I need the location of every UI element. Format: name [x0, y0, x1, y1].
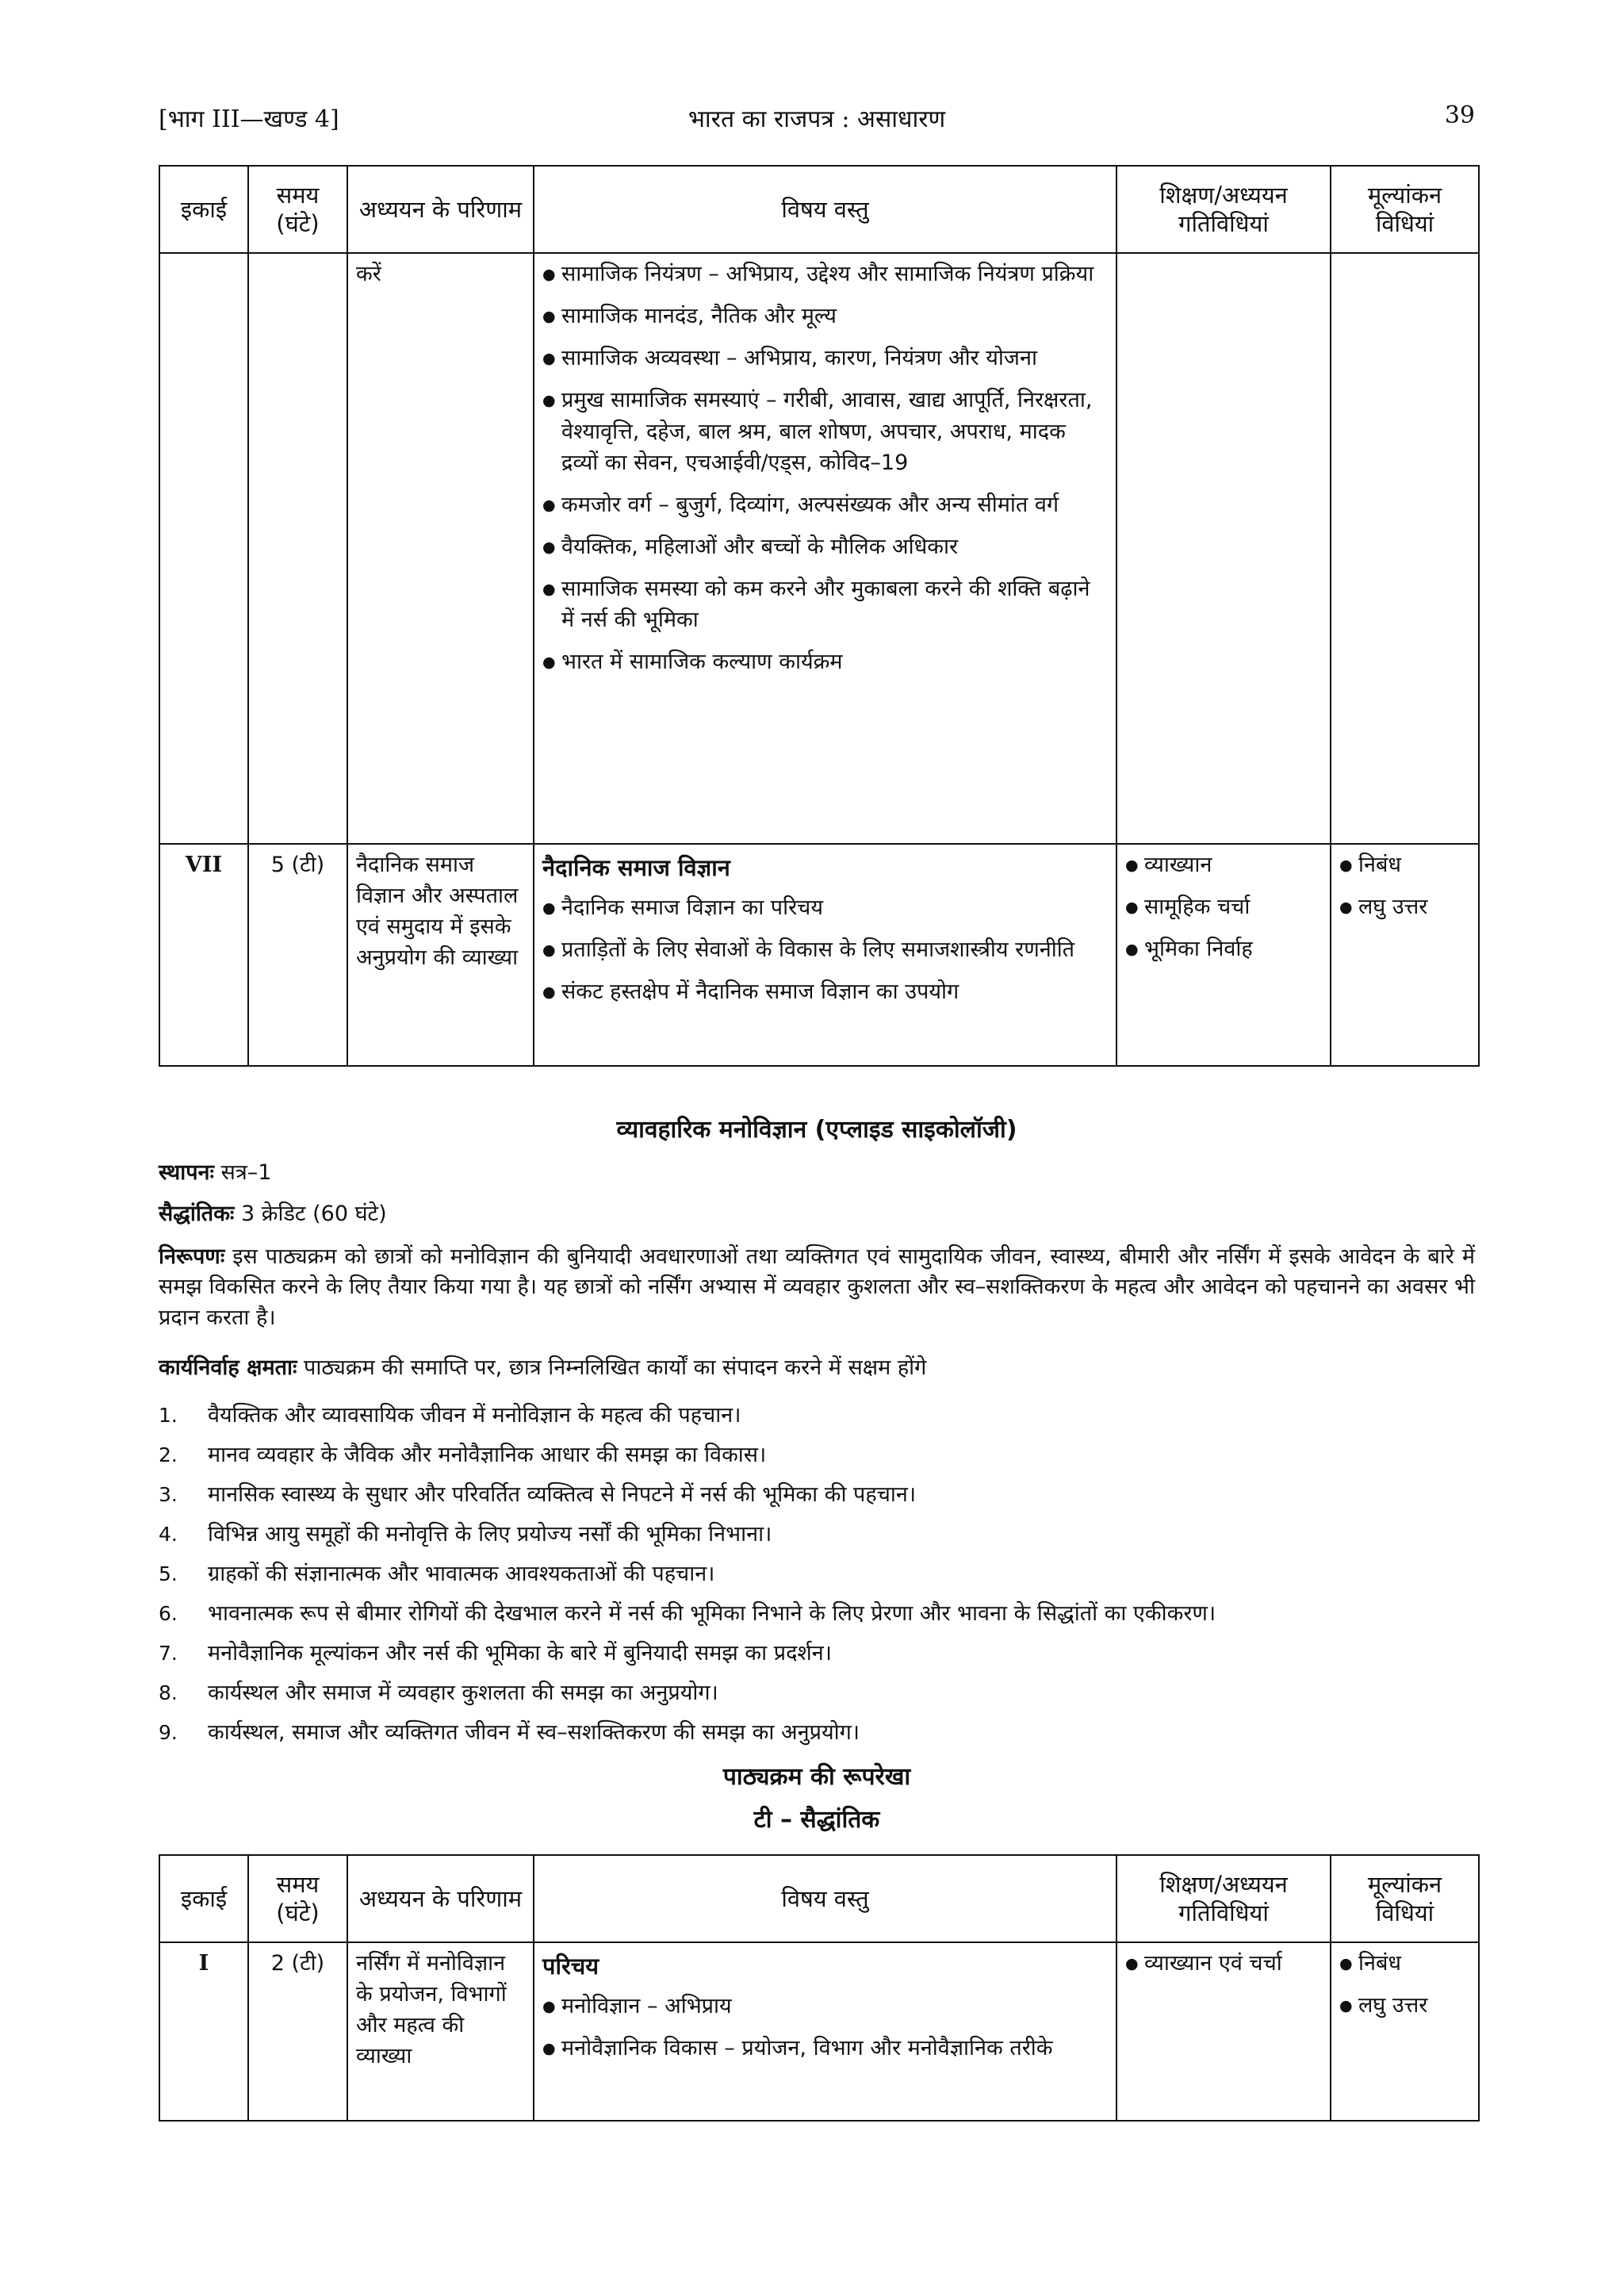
list-item: ● कमजोर वर्ग – बुजुर्ग, दिव्यांग, अल्पसंख्यक और अन्य सीमांत वर्ग: [542, 489, 1108, 520]
header-gazette-title: भारत का राजपत्र : असाधारण: [688, 105, 946, 133]
unit-number: VII: [159, 844, 248, 1066]
header-part-label: [भाग III—खण्ड 4]: [159, 105, 339, 133]
header-page-number: 39: [1444, 102, 1475, 129]
list-item: ● निबंध: [1339, 849, 1470, 880]
theory-label: सैद्धांतिकः: [159, 1202, 235, 1226]
objective-text: मनोवैज्ञानिक मूल्यांकन और नर्स की भूमिका के बारे में बुनियादी समझ का प्रदर्शन।: [208, 1641, 833, 1665]
list-item: ● भूमिका निर्वाह: [1125, 933, 1322, 964]
list-item: ● वैयक्तिक, महिलाओं और बच्चों के मौलिक अधिकार: [542, 531, 1108, 562]
assessment-cell: [1331, 253, 1479, 844]
table-row: [159, 253, 1479, 844]
activities-cell: [1116, 844, 1331, 1066]
list-item: ● लघु उत्तर: [1339, 891, 1470, 922]
list-item: ● सामूहिक चर्चा: [1125, 891, 1322, 922]
content-cell: [534, 844, 1116, 1066]
list-item: ● सामाजिक नियंत्रण – अभिप्राय, उद्देश्य और सामाजिक नियंत्रण प्रक्रिया: [542, 259, 1108, 289]
assessment-list: [1339, 849, 1470, 922]
col-header-activities: शिक्षण/अध्ययन गतिविधियां: [1116, 166, 1331, 253]
table-row-unit-vii: [159, 844, 1479, 1066]
content-list: [542, 259, 1108, 678]
list-item: ● सामाजिक समस्या को कम करने और मुकाबला करने की शक्ति बढ़ाने में नर्स की भूमिका: [542, 573, 1108, 635]
content-subheading: नैदानिक समाज विज्ञान: [542, 854, 730, 881]
objective-number: 1.: [159, 1404, 178, 1427]
col-header-unit: इकाई: [159, 1855, 248, 1942]
list-item: ● सामाजिक अव्यवस्था – अभिप्राय, कारण, नियंत्रण और योजना: [542, 343, 1108, 374]
objective-item: [159, 1435, 1475, 1475]
objective-text: कार्यस्थल और समाज में व्यवहार कुशलता की समझ का अनुप्रयोग।: [208, 1681, 718, 1705]
col-header-content: विषय वस्तु: [534, 166, 1116, 253]
objective-number: 6.: [159, 1602, 178, 1625]
list-item: ● लघु उत्तर: [1339, 1990, 1470, 2021]
activities-list: [1125, 849, 1322, 964]
objective-item: [159, 1554, 1475, 1594]
objective-number: 9.: [159, 1721, 178, 1744]
table-header-row: [159, 166, 1479, 253]
outline-title: पाठ्यक्रम की रूपरेखा: [722, 1763, 911, 1791]
objective-number: 7.: [159, 1642, 178, 1665]
list-item: ● प्रताड़ितों के लिए सेवाओं के विकास के लिए समाजशास्त्रीय रणनीति: [542, 934, 1108, 965]
activities-cell: [1116, 253, 1331, 844]
competency-label: कार्यनिर्वाह क्षमताः: [159, 1355, 297, 1380]
objective-item: [159, 1515, 1475, 1554]
content-subheading: परिचय: [542, 1953, 599, 1980]
syllabus-table-bottom: [159, 1854, 1480, 2122]
syllabus-table-top: [159, 165, 1480, 1067]
objective-text: विभिन्न आयु समूहों की मनोवृत्ति के लिए प्रयोज्य नर्सों की भूमिका निभाना।: [208, 1522, 772, 1547]
unit-cell: [159, 253, 248, 844]
objectives-list: [159, 1396, 1475, 1753]
list-item: ● मनोविज्ञान – अभिप्राय: [542, 1991, 1108, 2022]
objective-item: [159, 1634, 1475, 1673]
list-item: ● निबंध: [1339, 1948, 1470, 1979]
col-header-content: विषय वस्तु: [534, 1855, 1116, 1942]
outcome-cell: नर्सिंग में मनोविज्ञान के प्रयोजन, विभागों और महत्व की व्याख्या: [347, 1942, 534, 2121]
page-header: [159, 102, 1475, 140]
objective-item: [159, 1475, 1475, 1515]
description-text: इस पाठ्यक्रम को छात्रों को मनोविज्ञान की बुनियादी अवधारणाओं तथा व्यक्तिगत एवं सामुदायिक जीवन, स्वास्थ्य, बीमारी और नर्सिंग में इसके आवेदन के बारे में समझ विकसित करने के लिए तैयार किया गया है। यह छात्रों को नर्सिंग अभ्यास में व्यवहार कुशलता और स्व–सशक्तिकरण के महत्व और आवेदन को पहचानने का अवसर भी प्रदान करता है।: [159, 1244, 1475, 1330]
col-header-assessment: मूल्यांकन विधियां: [1331, 166, 1479, 253]
objective-number: 4.: [159, 1523, 178, 1546]
outline-subtitle: टी – सैद्धांतिक: [753, 1806, 880, 1834]
col-header-assessment: मूल्यांकन विधियां: [1331, 1855, 1479, 1942]
assessment-cell: [1331, 1942, 1479, 2121]
content-cell: [534, 1942, 1116, 2121]
objective-item: [159, 1396, 1475, 1435]
list-item: ● भारत में सामाजिक कल्याण कार्यक्रम: [542, 646, 1108, 677]
course-title: व्यावहारिक मनोविज्ञान (एप्लाइड साइकोलॉजी): [616, 1116, 1017, 1144]
objective-item: [159, 1594, 1475, 1634]
assessment-list: [1339, 1948, 1470, 2021]
list-item: ● सामाजिक मानदंड, नैतिक और मूल्य: [542, 301, 1108, 332]
objective-number: 3.: [159, 1483, 178, 1506]
theory-line: [159, 1199, 1475, 1229]
col-header-outcomes: अध्ययन के परिणाम: [347, 1855, 534, 1942]
col-header-unit: इकाई: [159, 166, 248, 253]
objective-text: भावनात्मक रूप से बीमार रोगियों की देखभाल करने में नर्स की भूमिका निभाने के लिए प्रेरणा और भावना के सिद्धांतों का एकीकरण।: [208, 1601, 1216, 1626]
hours-value: 5 (टी): [248, 844, 347, 1066]
objective-text: कार्यस्थल, समाज और व्यक्तिगत जीवन में स्व–सशक्तिकरण की समझ का अनुप्रयोग।: [208, 1720, 860, 1745]
col-header-time: समय (घंटे): [248, 166, 347, 253]
content-cell: [534, 253, 1116, 844]
col-header-outcomes: अध्ययन के परिणाम: [347, 166, 534, 253]
outcome-cell: करें: [347, 253, 534, 844]
objective-text: मानसिक स्वास्थ्य के सुधार और परिवर्तित व्यक्तित्व से निपटने में नर्स की भूमिका की पहचान।: [208, 1482, 917, 1507]
description-label: निरूपणः: [159, 1244, 225, 1269]
table-header-row: [159, 1855, 1479, 1942]
competency-line: [159, 1353, 1475, 1383]
placement-line: [159, 1158, 1475, 1188]
col-header-time: समय (घंटे): [248, 1855, 347, 1942]
list-item: ● प्रमुख सामाजिक समस्याएं – गरीबी, आवास, खाद्य आपूर्ति, निरक्षरता, वेश्यावृत्ति, दहेज, बाल श्रम, बाल शोषण, अपचार, अपराध, मादक द्रव्यों का सेवन, एचआईवी/एड्स, कोविद–19: [542, 385, 1108, 477]
description-paragraph: [159, 1242, 1475, 1333]
hours-cell: [248, 253, 347, 844]
objective-text: वैयक्तिक और व्यावसायिक जीवन में मनोविज्ञान के महत्व की पहचान।: [208, 1403, 741, 1428]
content-list: [542, 892, 1108, 1007]
list-item: ● व्याख्यान एवं चर्चा: [1125, 1948, 1322, 1979]
objective-number: 2.: [159, 1443, 178, 1466]
theory-value: 3 क्रेडिट (60 घंटे): [234, 1202, 387, 1226]
assessment-cell: [1331, 844, 1479, 1066]
objective-item: [159, 1673, 1475, 1713]
hours-value: 2 (टी): [248, 1942, 347, 2121]
activities-list: [1125, 1948, 1322, 1979]
objective-number: 5.: [159, 1562, 178, 1585]
competency-text: पाठ्यक्रम की समाप्ति पर, छात्र निम्नलिखित कार्यों का संपादन करने में सक्षम होंगे: [297, 1355, 927, 1380]
list-item: ● संकट हस्तक्षेप में नैदानिक समाज विज्ञान का उपयोग: [542, 976, 1108, 1007]
content-list: [542, 1991, 1108, 2064]
objective-text: ग्राहकों की संज्ञानात्मक और भावात्मक आवश्यकताओं की पहचान।: [208, 1562, 715, 1586]
table-row-unit-i: [159, 1942, 1479, 2121]
outcome-cell: नैदानिक समाज विज्ञान और अस्पताल एवं समुदाय में इसके अनुप्रयोग की व्याख्या: [347, 844, 534, 1066]
placement-value: सत्र–1: [213, 1160, 272, 1185]
unit-number: I: [159, 1942, 248, 2121]
col-header-activities: शिक्षण/अध्ययन गतिविधियां: [1116, 1855, 1331, 1942]
placement-label: स्थापनः: [159, 1160, 214, 1185]
list-item: ● मनोवैज्ञानिक विकास – प्रयोजन, विभाग और मनोवैज्ञानिक तरीके: [542, 2033, 1108, 2064]
activities-cell: [1116, 1942, 1331, 2121]
list-item: ● व्याख्यान: [1125, 849, 1322, 880]
list-item: ● नैदानिक समाज विज्ञान का परिचय: [542, 892, 1108, 923]
objective-text: मानव व्यवहार के जैविक और मनोवैज्ञानिक आधार की समझ का विकास।: [208, 1443, 767, 1467]
objective-item: [159, 1713, 1475, 1753]
objective-number: 8.: [159, 1681, 178, 1704]
